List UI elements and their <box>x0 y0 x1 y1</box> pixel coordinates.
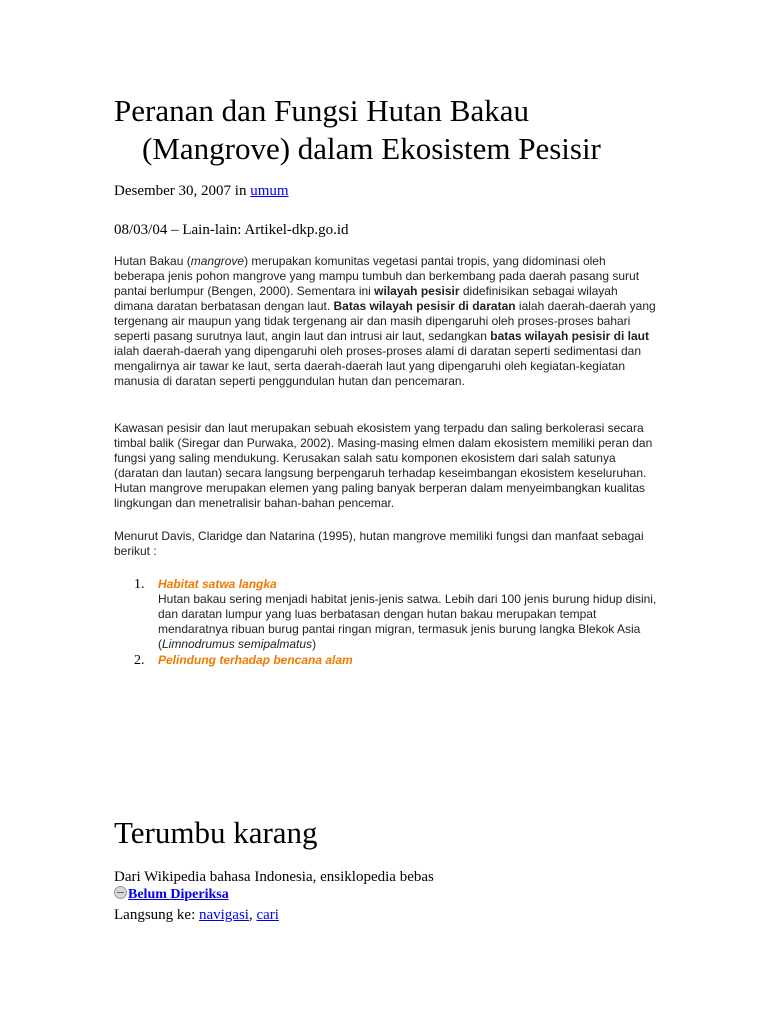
p1-text: ialah daerah-daerah yang dipengaruhi oleh proses-proses alami di daratan seperti sedimentasi dan mengalirnya air tawar ke laut, serta daerah-daerah laut yang dipengaruhi oleh kegiatan-kegiatan manusia di daratan seperti penggundulan hutan dan pencemaran. <box>114 344 641 388</box>
list-number: 1. <box>134 577 145 592</box>
wiki-source: Dari Wikipedia bahasa Indonesia, ensiklopedia bebas <box>114 869 434 885</box>
post-date: Desember 30, 2007 in <box>114 183 251 199</box>
paragraph-3: Menurut Davis, Claridge dan Natarina (1995), hutan mangrove memiliki fungsi dan manfaat sebagai berikut : <box>114 529 644 558</box>
jump-navigation-link[interactable]: navigasi <box>198 907 249 923</box>
category-link[interactable]: umum <box>250 183 289 199</box>
review-status-link[interactable]: Belum Diperiksa <box>128 887 229 902</box>
list-text-end: ) <box>312 637 317 651</box>
list-number: 2. <box>134 653 145 668</box>
p1-text: ) merupakan komunitas vegetasi pantai tropis, yang didominasi oleh beberapa jenis pohon mangrove yang mampu tumbuh dan berkembang pada daerah pasang surut pantai berlumpur (Bengen, 2000). Sementara ini <box>114 254 640 298</box>
list-item <box>114 577 659 652</box>
source-line: 08/03/04 – Lain-lain: Artikel-dkp.go.id <box>114 222 349 238</box>
paragraph-1 <box>114 254 659 389</box>
p1-text: ialah daerah-daerah yang tergenang air maupun yang tidak tergenang air dan masih dipengaruhi oleh proses-proses bahari seperti pasang surutnya laut, angin laut dan intrusi air laut, sedangkan <box>114 299 656 343</box>
list-text: Hutan bakau sering menjadi habitat jenis-jenis satwa. Lebih dari 100 jenis burung hidup disini, dan daratan lumpur yang luas berbatasan dengan hutan bakau merupakan tempat mendaratnya ribuan burug pantai ringan migran, termasuk jenis burung langka Blekok Asia ( <box>158 592 657 651</box>
review-status <box>114 886 229 904</box>
p1-term-batas-daratan: Batas wilayah pesisir di daratan <box>333 299 516 313</box>
p1-term-mangrove: mangrove <box>190 254 245 268</box>
p1-term-wilayah-pesisir: wilayah pesisir <box>374 284 460 298</box>
species-name: Limnodrumus semipalmatus <box>162 637 313 651</box>
list-item <box>114 653 659 668</box>
jump-label: Langsung ke: <box>114 907 199 923</box>
p1-term-batas-laut: batas wilayah pesisir di laut <box>490 329 649 343</box>
article-title-line-2: (Mangrove) dalam Ekosistem Pesisir <box>142 131 601 166</box>
post-meta <box>114 182 289 200</box>
article-title-line-1: Peranan dan Fungsi Hutan Bakau <box>114 93 529 128</box>
jump-separator: , <box>248 907 257 923</box>
list-heading: Pelindung terhadap bencana alam <box>158 653 353 667</box>
paragraph-2: Kawasan pesisir dan laut merupakan sebuah ekosistem yang terpadu dan saling berkolerasi secara timbal balik (Siregar dan Purwaka, 2002). Masing-masing elmen dalam ekosistem memiliki peran dan fungsi yang saling mendukung. Kerusakan salah satu komponen ekosistem dari salah satunya (daratan dan lautan) secara langsung berpengaruh terhadap keseimbangan ekosistem keseluruhan. Hutan mangrove merupakan elemen yang paling banyak berperan dalam menyeimbangkan kualitas lingkungan dan menetralisir bahan-bahan pencemar. <box>114 421 653 510</box>
jump-search-link[interactable]: cari <box>256 907 279 923</box>
p1-text: didefinisikan sebagai wilayah dimana daratan berbatasan dengan laut. <box>114 284 618 313</box>
list-heading: Habitat satwa langka <box>158 577 277 591</box>
p1-text: Hutan Bakau ( <box>114 254 191 268</box>
unreviewed-icon <box>114 886 127 899</box>
wiki-title: Terumbu karang <box>114 815 318 850</box>
article-title <box>114 92 659 168</box>
function-list <box>114 577 659 668</box>
jump-links <box>114 906 279 924</box>
